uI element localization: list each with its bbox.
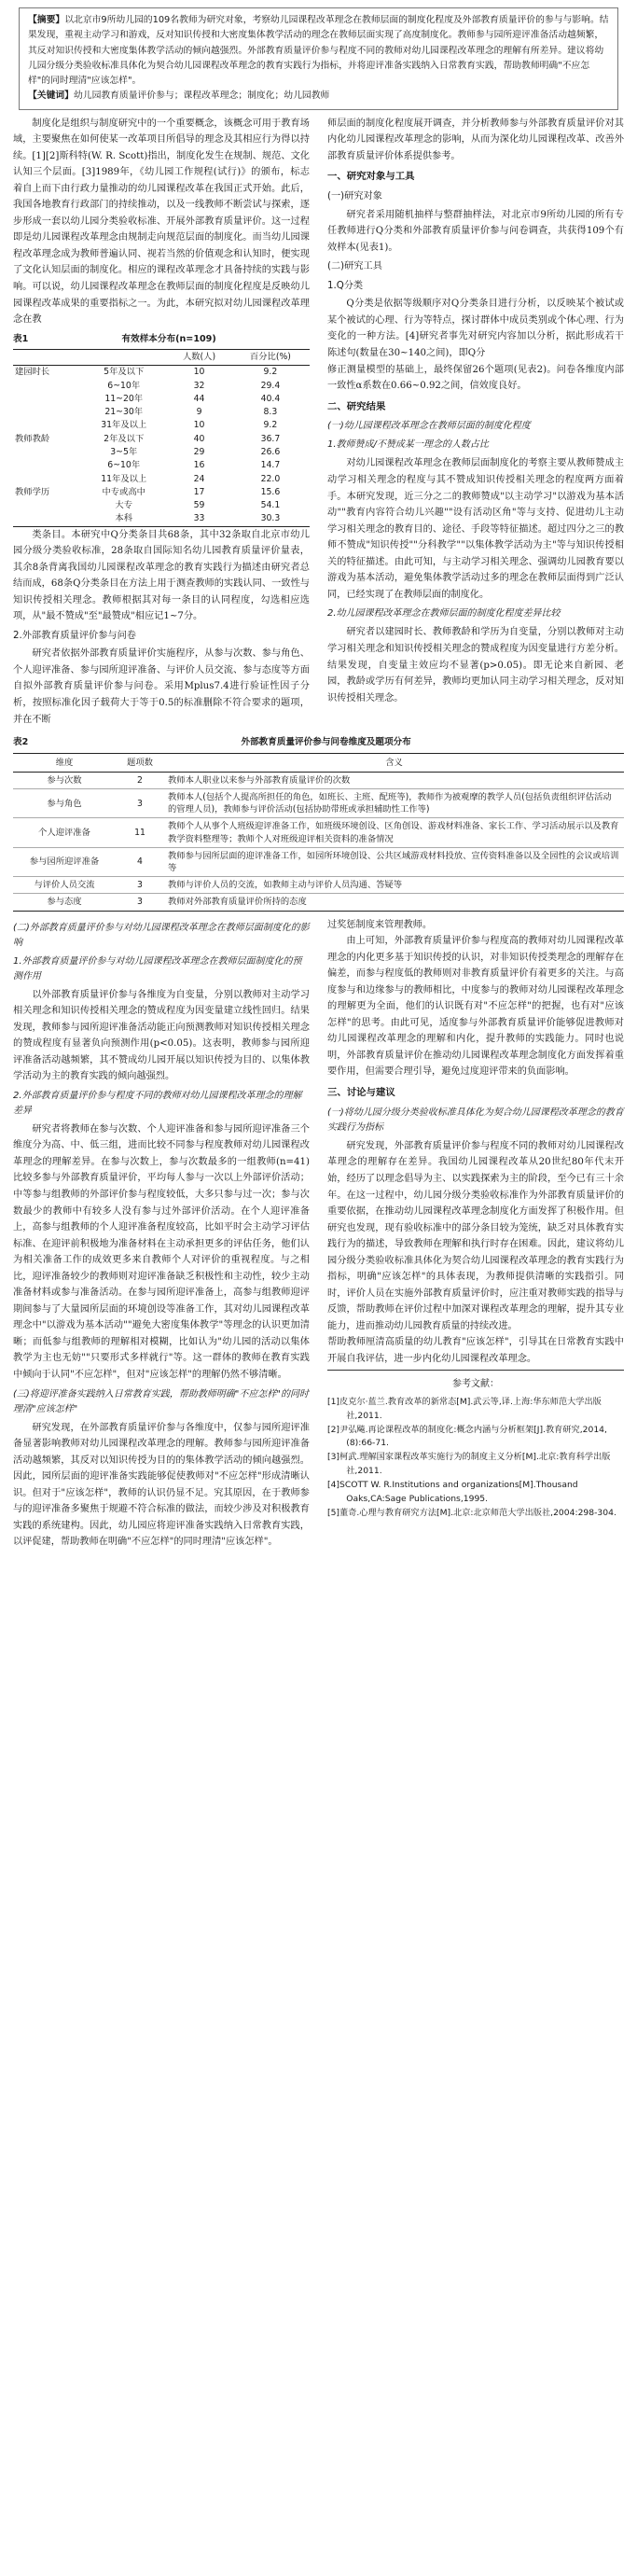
left-column	[13, 116, 310, 729]
subsection-heading: 1.教师赞成/不赞成某一理念的人数占比	[327, 439, 489, 451]
value-cell: 26.6	[260, 446, 281, 457]
meaning-cell: 教师与评价人员的交流，如教师主动与评价人员沟通、答疑等	[164, 877, 624, 894]
item-count-cell: 11	[116, 818, 164, 847]
reference-item: [3]柯武.理解国家课程改革实施行为的制度主义分析[M].北京:教育科学出版社,2011.	[327, 1452, 611, 1477]
group-cell	[13, 499, 80, 512]
group-cell	[13, 419, 80, 432]
group-cell	[13, 446, 80, 459]
col-percent: 百分比(%)	[231, 350, 310, 366]
value-cell: 16	[193, 460, 205, 471]
col-count: 人数(人)	[167, 350, 231, 366]
meaning-cell: 教师参与园所层面的迎评准备工作，如园所环境创设、公共区域游戏材料投放、宣传资料准备以及全园性的会议或培训等	[164, 847, 624, 876]
table-row	[13, 894, 624, 911]
value-cell: 15.6	[260, 486, 281, 497]
subsection-heading: (二)外部教育质量评价参与对幼儿园课程改革理念在教师层面制度化的影响	[13, 922, 310, 948]
value-cell: 10	[193, 367, 205, 378]
dimension-cell: 参与态度	[13, 894, 116, 911]
subjects-paragraph: 研究者采用随机抽样与整群抽样法，对北京市9所幼儿园的所有专任教师进行Q分类和外部教育质量评价参与问卷调查，共获得109个有效样本(见表1)。	[327, 209, 624, 253]
lower-columns	[13, 917, 624, 1551]
right-column	[327, 917, 624, 1551]
subsection-heading: (一)幼儿园课程改革理念在教师层面的制度化程度	[327, 421, 531, 432]
category-cell: 6~10年	[107, 380, 141, 391]
value-cell: 8.3	[263, 407, 278, 418]
references-title: 参考文献：	[452, 1378, 499, 1389]
subsection-heading: (二)研究工具	[327, 261, 382, 272]
table2-block	[13, 735, 624, 911]
table-row	[13, 366, 310, 380]
value-cell: 30.3	[231, 512, 310, 526]
value-cell: 10	[193, 420, 205, 431]
table-header-row	[13, 350, 310, 366]
table2-caption	[13, 735, 624, 751]
group-cell	[13, 406, 80, 419]
value-cell: 59	[193, 500, 205, 511]
category-cell: 中专或高中	[102, 486, 145, 497]
results-paragraph: 研究者以建园时长、教师教龄和学历为自变量，分别以教师对主动学习相关理念和知识传授相关理念的赞成程度为因变量进行方差分析。结果发现，自变量主效应均不显著(p>0.05)。即无论来自新园、老园，教龄或学历有何差异，教师均更加认同主动学习相关理念，反对知识传授相关理念。	[327, 627, 624, 703]
value-cell: 29.4	[260, 380, 281, 391]
category-cell: 31年及以上	[101, 420, 147, 431]
item-count-cell: 3	[116, 894, 164, 911]
section-heading: 三、讨论与建议	[327, 1086, 395, 1098]
subsection-heading: 2.外部教育质量评价参与程度不同的教师对幼儿园课程改革理念的理解差异	[13, 1090, 302, 1116]
sample-table	[13, 349, 310, 526]
left-column	[13, 917, 310, 1551]
continuation-paragraph: 帮助教师厘清高质量的幼儿教育"应该怎样"，引导其在日常教育实践中开展自我评估，进一步内化幼儿园课程改革理念。	[327, 1337, 624, 1364]
table-row	[13, 877, 624, 894]
table2-body	[13, 772, 624, 911]
table-row	[13, 419, 310, 432]
reference-item: [1]皮克尔·蓝兰.教育改革的新常态[M].武云等,译.上海:华东师范大学出版社,2011.	[327, 1396, 602, 1421]
table-header-row: 维度 题项数 含义	[13, 753, 624, 772]
table-row	[13, 393, 310, 406]
table-row	[13, 459, 310, 472]
category-cell: 6~10年	[107, 460, 141, 471]
table-row	[13, 789, 624, 818]
value-cell: 9.2	[263, 420, 278, 431]
table2-title: 外部教育质量评价参与问卷维度及题项分布	[241, 737, 411, 748]
category-cell: 11年及以上	[101, 473, 147, 484]
intro-paragraph: 制度化是组织与制度研究中的一个重要概念，该概念可用于教育场域，主要聚焦在如何使某一改革项目所倡导的理念及其相应行为得以持续。[1][2]斯科特(W. R. Scott)指出，制度化发生在规制、规范、文化认知三个层面。[3]1989年，《幼儿园工作规程(试行)》的颁布，标志着自上而下由行政力量推动的幼儿园课程改革在我国正式开始。此后，我国各地教育行政部门的持续推动，以及一线教师不断尝试与探索，逐步形成一套以幼儿园分类验收标准、开展外部教育质量评价。这一过程即是幼儿园课程改革理念由规制走向规范层面的制度化。而当幼儿园课程改革理念成为教师普遍认同、视若当然的价值观念和认知时，便实现了文化认知层面的制度化。相应的课程改革理念才具备持续的实践与影响。可以说，幼儿园课程改革理念在教师层面的制度化程度是反映幼儿园课程改革成果的重要指标之一。为此，本研究拟对幼儿园课程改革理念在教	[13, 118, 310, 326]
category-cell: 大专	[115, 500, 133, 511]
category-cell: 21~30年	[104, 407, 144, 418]
subsection-heading: 1.Q分类	[327, 280, 364, 291]
value-cell: 33	[167, 512, 231, 526]
value-cell: 32	[193, 380, 205, 391]
results-paragraph: 对幼儿园课程改革理念在教师层面制度化的考察主要从教师赞成主动学习相关理念的程度与其不赞成知识传授相关理念的程度两方面着手。本研究发现，近三分之二的教师赞成"以主动学习"以游戏为基本活动""教育内容符合幼儿兴趣""设有活动区角"等与支持、促进幼儿主动学习相关理念的教育目的、途径、手段等特征描述。超过四分之三的教师不赞成"知识传授""分科教学""以集体教学活动为主"等与知识传授相关的特征描述。由此可知，与主动学习相关理念、强调幼儿园教育要以游戏为基本活动，避免集体教学活动过多的理念在教师层面得到广泛认同，已经实现了在教师层面的制度化。	[327, 458, 624, 600]
value-cell: 24	[193, 473, 205, 484]
subsection-heading: (一)将幼儿园分级分类验收标准具体化为契合幼儿园课程改革理念的教育实践行为指标	[327, 1107, 624, 1133]
subsection-heading: 1.外部教育质量评价参与对幼儿园课程改革理念在教师层面制度化的预测作用	[13, 955, 302, 982]
keywords-text: 幼儿园教育质量评价参与；课程改革理念；制度化；幼儿园教师	[73, 91, 330, 102]
table-row	[13, 406, 310, 419]
value-cell: 40.4	[260, 393, 281, 404]
table1-label: 表1	[13, 333, 29, 344]
subsection-heading: 2.幼儿园课程改革理念在教师层面的制度化程度差异比较	[327, 608, 561, 620]
table1-title: 有效样本分布(n=109)	[121, 333, 216, 344]
dimension-cell: 参与次数	[13, 772, 116, 788]
qsort-paragraph: 类条目。本研究中Q分类条目共68条，其中32条取自北京市幼儿园分级分类验收标准，28条取自国际知名幼儿园教育质量评价量表，其余8条背离我国幼儿园课程改革理念的教育实践行为描述由研究者总结而成，68条Q分类条目在方法上用于测查教师的实践认同、一致性与知识传授相关理念。教师根据其对每一条目的认同程度，勾选相应选项，从"最不赞成"至"最赞成"相应记1~7分。	[13, 529, 310, 622]
meaning-cell: 教师本人职业以来参与外部教育质量评价的次数	[164, 772, 624, 788]
table-row	[13, 847, 624, 876]
subsection-heading: (三)将迎评准备实践纳入日常教育实践，帮助教师明确"不应怎样"的同时理清"应该怎样"	[13, 1388, 310, 1414]
item-count-cell: 2	[116, 772, 164, 788]
group-cell: 教师学历	[15, 486, 50, 497]
revision-paragraph: 修正测量模型的基础上，最终保留26个题项(见表2)。问卷各维度内部一致性α系数在0.66~0.92之间，信效度良好。	[327, 364, 624, 392]
value-cell: 9	[196, 407, 202, 418]
category-cell: 5年及以下	[104, 367, 145, 378]
dimension-cell: 个人迎评准备	[13, 818, 116, 847]
analysis-paragraph: 由上可知，外部教育质量评价参与程度高的教师对幼儿园课程改革理念的内化更多基于知识传授的认识，对非知识传授类理念的理解存在偏差，而参与程度低的教师则对非教育质量评价有着更多的关注。与高度参与和边缘参与的教师相比，中度参与的教师对幼儿园课程改革理念的理解更为全面，他们的认识既有对"不应怎样"的把握，也有对"应该怎样"的思考。由此可见，适度参与外部教育质量评价能够促进教师对幼儿园课程改革理念的理解和内化，提升教师的实践能力。同时也说明，外部教育质量评价在推动幼儿园课程改革理念制度化方面发挥着重要作用，但需要合理引导，避免过度迎评带来的负面影响。	[327, 936, 624, 1078]
group-cell: 教师教龄	[15, 433, 50, 444]
table-row	[13, 446, 310, 459]
category-cell: 11~20年	[104, 393, 144, 404]
value-cell: 54.1	[260, 500, 281, 511]
references-list	[327, 1396, 624, 1521]
dimension-cell: 参与园所迎评准备	[13, 847, 116, 876]
section-heading: 一、研究对象与工具	[327, 171, 415, 183]
value-cell: 22.0	[260, 473, 281, 484]
meaning-cell: 教师对外部教育质量评价所持的态度	[164, 894, 624, 911]
item-count-cell: 4	[116, 847, 164, 876]
section-heading: 2.外部教育质量评价参与问卷	[13, 630, 136, 641]
category-cell: 本科	[80, 512, 167, 526]
difference-paragraph: 研究者将教师在参与次数、个人迎评准备和参与园所迎评准备三个维度分为高、中、低三组，进而比较不同参与程度教师对幼儿园课程改革理念的理解差异。在参与次数上，参与次数最多的一组教师(n=41)比较多参与外部教育质量评价，平均每人参与一次以上外部评价活动；中等参与组教师的外部评价参与程度较低，大多只参与过一次；参与次数最少的教师中有较多人没有参与过外部评价活动。在个人迎评准备上，高参与组教师的个人迎评准备程度较高，比如平时会主动学习评估标准、在迎评前积极地为准备材料在主动承担更多的评估任务，他们认为相关准备工作的成效更多来自教师个人对评价的重视程度。与之相比，迎评准备较少的教师则对迎评准备缺乏积极性和主动性，较少主动准备材料或参与准备活动。在参与园所迎评准备上，高参与组教师迎评期间参与了大量园所层面的环境创设等准备工作，其对幼儿园课程改革理念中"以游戏为基本活动""避免大密度集体教学"等理念的认识更加清晰；而低参与组教师的理解相对模糊，比如认为"幼儿园的活动以集体教学为主也无妨""只要形式多样就行"等。这一群体的教师在教育实践中倾向于认同"不应怎样"，但对"应该怎样"的理解仍然不够清晰。	[13, 1123, 310, 1380]
dimension-table	[13, 753, 624, 912]
table-row	[13, 380, 310, 393]
upper-columns	[13, 116, 624, 729]
qsort-intro-paragraph: Q分类是依据等级顺序对Q分类条目进行分析，以反映某个被试或某个被试的心理、行为等特点，探讨群体中成员类别或个体心理、行为变化的一种方法。[4]研究者事先对研究内容加以分析，据此形成若干陈述句(数量在30~140之间)，即Q分	[327, 299, 624, 358]
references-divider	[327, 1370, 624, 1371]
value-cell: 44	[193, 393, 205, 404]
reference-item: [2]尹弘飚.再论课程改革的制度化:概念内涵与分析框架[J].教育研究,2014,(8):66-71.	[327, 1424, 607, 1449]
group-cell	[13, 473, 80, 486]
dimension-cell: 与评价人员交流	[13, 877, 116, 894]
table1-body	[13, 366, 310, 526]
subsection-heading: (一)研究对象	[327, 191, 382, 202]
keywords-label: 【关键词】	[28, 91, 74, 102]
table-row	[13, 772, 624, 788]
group-cell	[13, 459, 80, 472]
abstract-box	[19, 7, 618, 110]
group-cell: 建园时长	[15, 367, 50, 378]
meaning-cell: 教师个人从事个人班级迎评准备工作，如班级环境创设、区角创设、游戏材料准备、家长工作、学习活动展示以及教育教学资料整理等；教师个人对班级迎评相关资料的准备情况	[164, 818, 624, 847]
group-cell	[13, 393, 80, 406]
table-row	[13, 818, 624, 847]
item-count-cell: 3	[116, 789, 164, 818]
value-cell: 9.2	[263, 367, 278, 378]
continuation-paragraph: 过奖惩制度来管理教师。	[327, 919, 433, 930]
abstract-label: 【摘要】	[28, 15, 65, 25]
suggestion-paragraph: 研究发现，外部教育质量评价参与程度不同的教师对幼儿园课程改革理念的理解存在差异。我国幼儿园课程改革从20世纪80年代末开始，经历了以理念倡导为主、以实践探索为主的阶段，至今已有三十余年。在这一过程中，幼儿园分级分类验收标准作为外部教育质量评价的重要依据，在推动幼儿园课程改革理念制度化方面发挥了积极作用。但研究也发现，现有验收标准中的部分条目较为笼统，缺乏对具体教育实践行为的描述，导致教师在理解和执行时存在困难。因此，建议将幼儿园分级分类验收标准具体化为契合幼儿园课程改革理念的教育实践行为指标，明确"应该怎样"的具体表现，为教师提供清晰的实践指引。同时，评价人员在实施外部教育质量评价时，应注重对教师实践的指导与反馈，帮助教师在评价过程中加深对课程改革理念的理解，提升其专业能力，进而推动幼儿园教育质量的持续改进。	[327, 1140, 624, 1331]
value-cell: 17	[193, 486, 205, 497]
meaning-cell: 教师本人(包括个人提高所担任的角色，如班长、主班、配班等)，教师作为被观摩的教学人员(包括负责组织评估活动的管理人员)，教师参与评价活动(包括协助带班或承担辅助性工作等)	[164, 789, 624, 818]
table-row	[13, 512, 310, 526]
abstract-text: 以北京市9所幼儿园的109名教师为研究对象，考察幼儿园课程改革理念在教师层面的制度化程度及外部教育质量评价的参与与影响。结果发现，重视主动学习和游戏，反对知识传授和大密度集体教学活动的理念在教师层面实现了高度制度化。教师参与园所迎评准备活动越频繁，其反对知识传授和大密度集体教学活动的倾向越强烈。外部教育质量评价参与程度不同的教师对幼儿园课程改革理念的理解有所差异。建议将幼儿园分级分类验收标准具体化为契合幼儿园课程改革理念的教育实践行为指标，并将迎评准备实践纳入日常教育实践，帮助教师明确"不应怎样"的同时理清"应该怎样"。	[28, 15, 609, 86]
category-cell: 2年及以下	[104, 433, 145, 444]
continuation-paragraph: 师层面的制度化程度展开调查，并分析教师参与外部教育质量评价对其内化幼儿园课程改革理念的影响，从而为深化幼儿园课程改革、改善外部教育质量评价体系提供参考。	[327, 118, 624, 161]
group-cell	[13, 380, 80, 393]
dimension-cell: 参与角色	[13, 789, 116, 818]
group-cell	[13, 512, 80, 526]
value-cell: 36.7	[260, 433, 281, 444]
regression-paragraph: 以外部教育质量评价参与各维度为自变量，分别以教师对主动学习相关理念和知识传授相关理念的赞成程度为因变量建立线性回归。结果发现，教师参与园所迎评准备活动能正向预测教师对知识传授相关理念的赞成程度有显著负向预测作用(p<0.05)。这表明，教师参与园所迎评准备活动越频繁，其不赞成幼儿园开展以知识传授为目的、以集体教学活动为主的教育实践的倾向越强烈。	[13, 989, 310, 1082]
value-cell: 29	[193, 446, 205, 457]
table-row	[13, 499, 310, 512]
table2-label: 表2	[13, 737, 29, 748]
item-count-cell: 3	[116, 877, 164, 894]
reference-item: [5]董奇.心理与教育研究方法[M].北京:北京师范大学出版社,2004:298-304.	[327, 1507, 616, 1518]
table1-caption	[13, 332, 310, 348]
table-row	[13, 473, 310, 486]
reference-item: [4]SCOTT W. R.Institutions and organizations[M].Thousand Oaks,CA:Sage Publications,1995.	[327, 1480, 578, 1505]
suggestion-paragraph: 研究发现，在外部教育质量评价参与各维度中，仅参与园所迎评准备显著影响教师对幼儿园课程改革理念的理解。教师参与园所迎评准备活动越频繁，其反对以知识传授为目的的集体教学活动的倾向越强烈。因此，园所层面的迎评准备实践能够促使教师对"不应怎样"形成清晰认识。但对于"应该怎样"，教师的认识仍显不足。究其原因，在于教师参与的迎评准备多聚焦于规避不符合标准的做法，而较少涉及对积极教育实践的系统建构。因此，幼儿园应将迎评准备实践纳入日常教育实践，以评促建，帮助教师在明确"不应怎样"的同时理清"应该怎样"。	[13, 1422, 310, 1548]
right-column	[327, 116, 624, 729]
value-cell: 14.7	[260, 460, 281, 471]
value-cell: 40	[193, 433, 205, 444]
category-cell: 3~5年	[110, 446, 138, 457]
questionnaire-paragraph: 研究者依据外部教育质量评价实施程序，从参与次数、参与角色、个人迎评准备、参与园所迎评准备、与评价人员交流、参与态度等方面自拟外部教育质量评价参与问卷。采用Mplus7.4进行验证性因子分析，按照标准化因子载荷大于等于0.5的标准删除不符合要求的题项，并在不断	[13, 648, 310, 725]
table-row	[13, 433, 310, 446]
section-heading: 二、研究结果	[327, 400, 386, 412]
table-row	[13, 486, 310, 499]
